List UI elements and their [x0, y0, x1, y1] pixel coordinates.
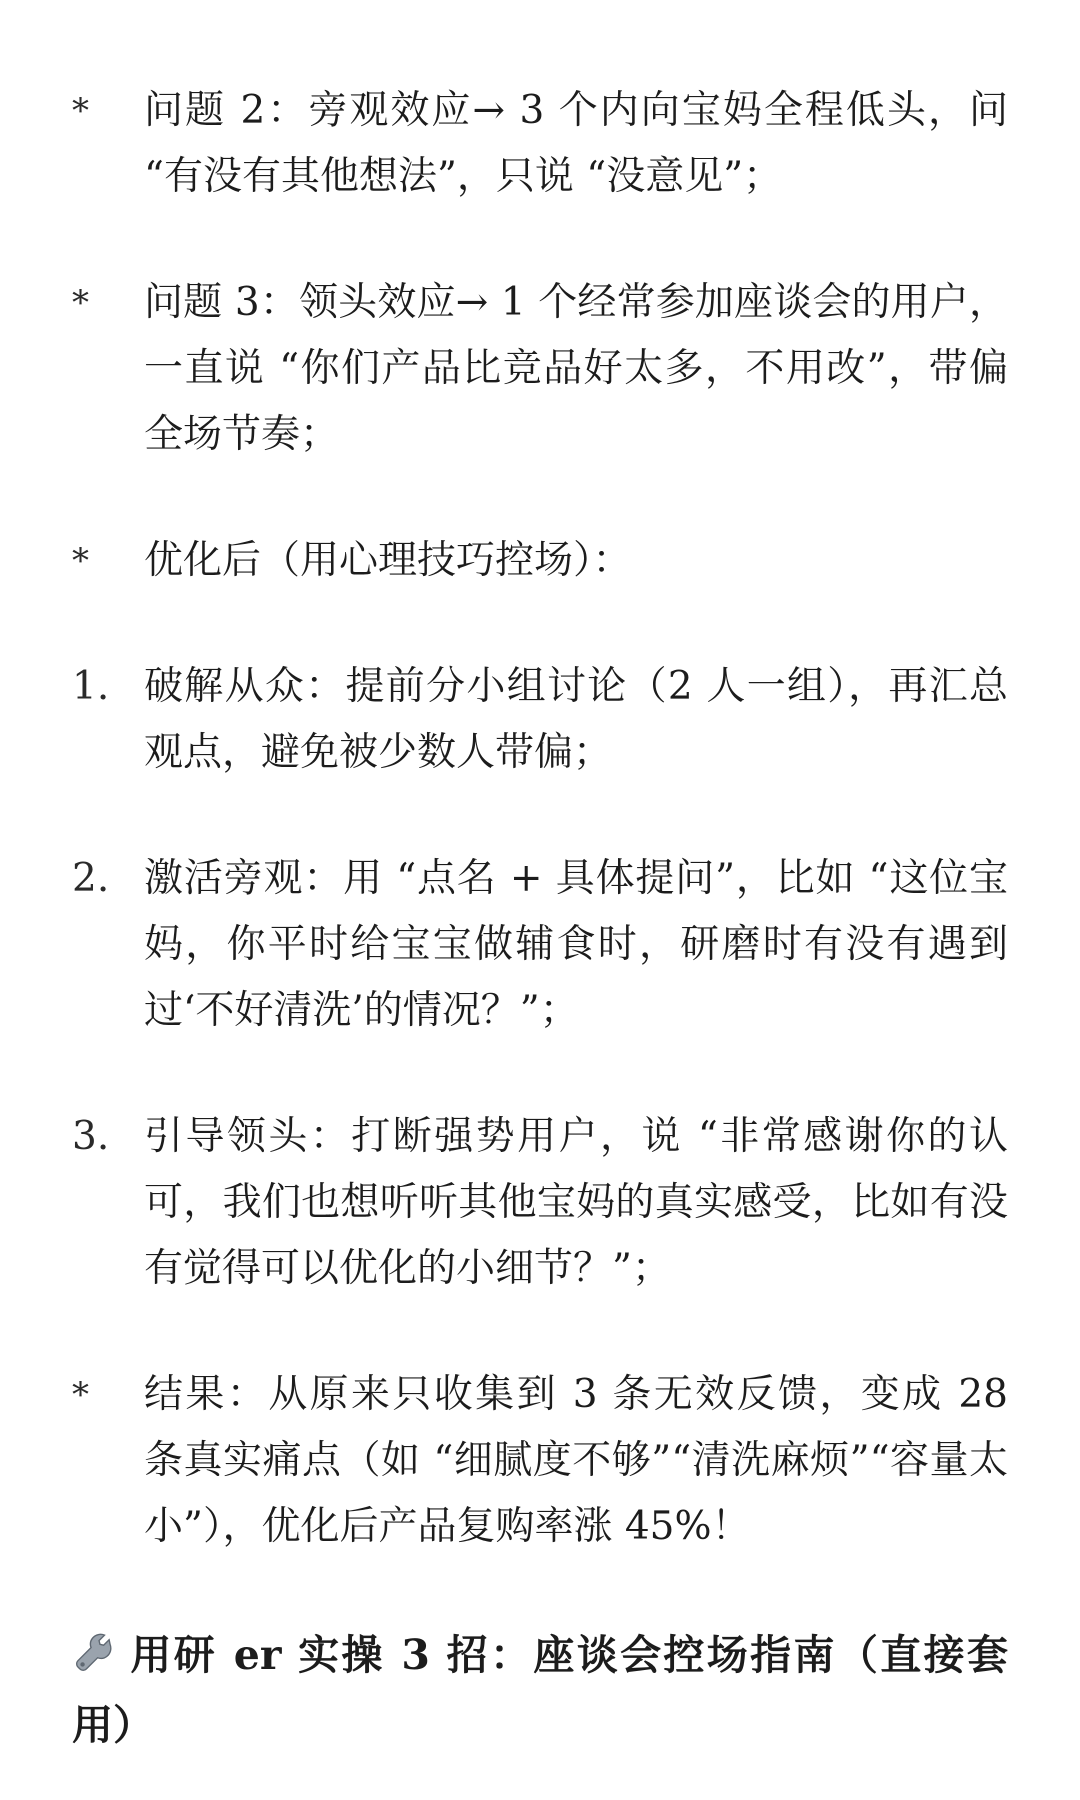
- list-marker: *: [72, 91, 89, 131]
- numbered-item: [72, 846, 1008, 1044]
- list-item-text: 结果：从原来只收集到 3 条无效反馈，变成 28 条真实痛点（如 “细腻度不够”“清洗麻烦”“容量太小”），优化后产品复购率涨 45%！: [144, 1372, 1008, 1549]
- list-item-text: 问题 3：领头效应→ 1 个经常参加座谈会的用户，一直说 “你们产品比竞品好太多，不用改”，带偏全场节奏；: [144, 280, 1008, 457]
- list-marker: *: [72, 1375, 89, 1415]
- section-heading: [72, 1620, 1008, 1760]
- list-item: [72, 528, 1008, 594]
- numbered-item: [72, 1104, 1008, 1302]
- list-number: 2.: [72, 856, 110, 901]
- list-item: [72, 270, 1008, 468]
- numbered-item-text: 破解从众：提前分小组讨论（2 人一组），再汇总观点，避免被少数人带偏；: [144, 664, 1008, 775]
- list-number: 1.: [72, 664, 110, 709]
- list-marker: *: [72, 283, 89, 323]
- numbered-item-text: 引导领头：打断强势用户，说 “非常感谢你的认可，我们也想听听其他宝妈的真实感受，比如有没有觉得可以优化的小细节？”；: [144, 1114, 1008, 1291]
- list-item: [72, 78, 1008, 210]
- numbered-item-text: 激活旁观：用 “点名 + 具体提问”，比如 “这位宝妈，你平时给宝宝做辅食时，研磨时有没有遇到过‘不好清洗’的情况？”；: [144, 856, 1008, 1033]
- list-marker: *: [72, 541, 89, 581]
- wrench-icon: [72, 1631, 116, 1675]
- list-item-text: 问题 2：旁观效应→ 3 个内向宝妈全程低头，问 “有没有其他想法”，只说 “没意见”；: [144, 88, 1008, 199]
- list-item: [72, 1362, 1008, 1560]
- list-item-text: 优化后（用心理技巧控场）：: [144, 538, 632, 583]
- section-heading-text: 用研 er 实操 3 招：座谈会控场指南（直接套用）: [72, 1631, 1008, 1749]
- numbered-item: [72, 654, 1008, 786]
- list-number: 3.: [72, 1114, 110, 1159]
